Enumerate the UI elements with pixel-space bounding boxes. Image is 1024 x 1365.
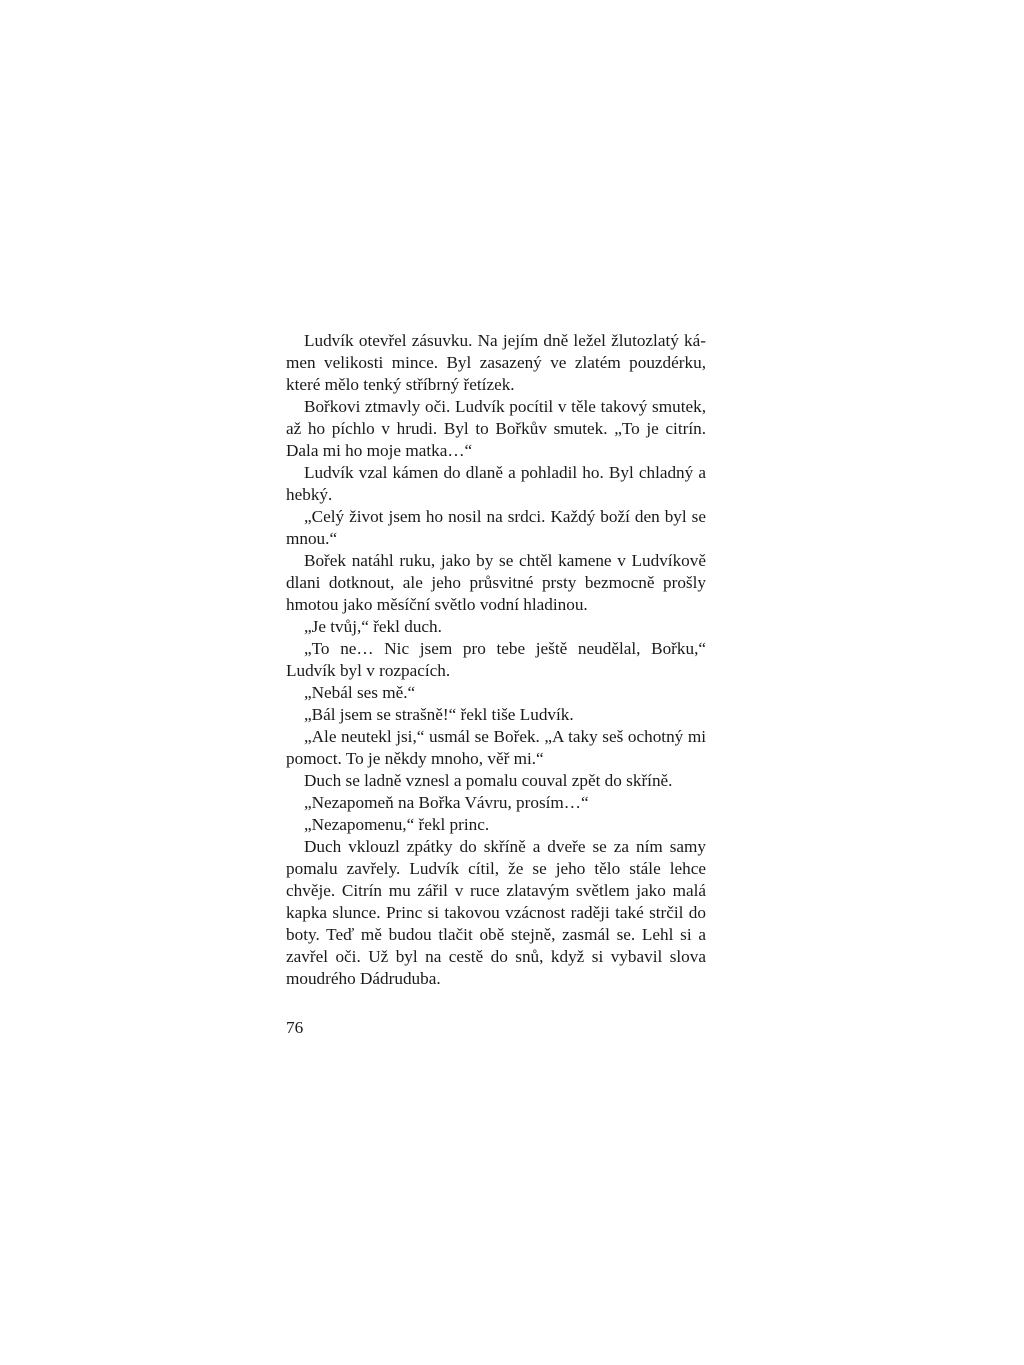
body-text bbox=[286, 330, 706, 990]
paragraph-1: Ludvík otevřel zásuvku. Na jejím dně ležel žlutozlatý kámen velikosti mince. Byl zasazený ve zlatém pouzdérku, které mělo tenký stříbrný řetízek. bbox=[286, 331, 706, 394]
paragraph-3: Ludvík vzal kámen do dlaně a pohladil ho. Byl chladný a hebký. bbox=[286, 463, 706, 504]
page-number: 76 bbox=[286, 1018, 304, 1037]
paragraph-8: „Nebál ses mě.“ bbox=[304, 683, 416, 702]
paragraph-9: „Bál jsem se strašně!“ řekl tiše Ludvík. bbox=[304, 705, 574, 724]
paragraph-10: „Ale neutekl jsi,“ usmál se Bořek. „A taky seš ochotný mi pomoct. To je někdy mnoho, věř mi.“ bbox=[286, 727, 706, 768]
paragraph-4: „Celý život jsem ho nosil na srdci. Každý boží den byl se mnou.“ bbox=[286, 507, 706, 548]
paragraph-6: „Je tvůj,“ řekl duch. bbox=[304, 617, 442, 636]
paragraph-12: „Nezapomeň na Bořka Vávru, prosím…“ bbox=[304, 793, 589, 812]
paragraph-7: „To ne… Nic jsem pro tebe ještě neudělal, Bořku,“ Ludvík byl v rozpacích. bbox=[286, 639, 706, 680]
paragraph-5: Bořek natáhl ruku, jako by se chtěl kamene v Ludvíkově dlani dotknout, ale jeho průsvitné prsty bezmocně prošly hmotou jako měsíční světlo vodní hladinou. bbox=[286, 551, 706, 614]
paragraph-11: Duch se ladně vznesl a pomalu couval zpět do skříně. bbox=[304, 771, 673, 790]
paragraph-2: Bořkovi ztmavly oči. Ludvík pocítil v těle takový smutek, až ho píchlo v hrudi. Byl to Bořkův smutek. „To je citrín. Dala mi ho moje matka…“ bbox=[286, 397, 706, 460]
paragraph-13: „Nezapomenu,“ řekl princ. bbox=[304, 815, 490, 834]
paragraph-14: Duch vklouzl zpátky do skříně a dveře se za ním samy pomalu zavřely. Ludvík cítil, že se jeho tělo stále lehce chvěje. Citrín mu zářil v ruce zlatavým světlem jako malá kapka slunce. Princ si takovou vzácnost raději také strčil do boty. Teď mě budou tlačit obě stejně, zasmál se. Lehl si a zavřel oči. Už byl na cestě do snů, když si vybavil slova moudrého Dádruduba. bbox=[286, 837, 706, 988]
